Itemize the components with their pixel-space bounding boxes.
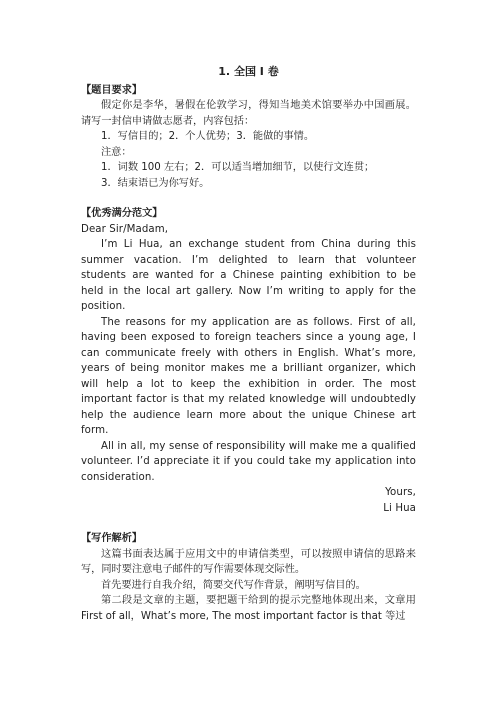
essay-signature: Li Hua <box>383 502 416 514</box>
analysis-section <box>81 531 416 624</box>
essay-section <box>81 206 416 516</box>
document-content <box>81 64 416 624</box>
requirement-note-2: 3．结束语已为你写好。 <box>101 177 210 189</box>
analysis-paragraph-3: 第二段是文章的主题，要把题干给到的提示完整地体现出来，文章用 First of all，What’s more, The most important factor is that 等过 <box>81 595 416 622</box>
page-title: 1. 全国 Ⅰ 卷 <box>218 65 279 78</box>
analysis-paragraph-2: 首先要进行自我介绍，简要交代写作背景，阐明写信目的。 <box>101 579 366 591</box>
requirement-note-label: 注意： <box>101 146 132 158</box>
essay-paragraph-2: The reasons for my application are as follows. First of all, having been exposed to foreign teachers since a young age, I can communicate freely with others in English. What’s more, years of being monitor makes me a brilliant organizer, which will help a lot to keep the exhibition in order. The most important factor is that my related knowledge will undoubtedly help the audience learn more about the unique Chinese art form. <box>81 316 416 436</box>
essay-heading: 【优秀满分范文】 <box>81 208 163 219</box>
essay-paragraph-1: I’m Li Hua, an exchange student from China during this summer vacation. I’m delighted to learn that volunteer students are wanted for a Chinese painting exhibition to be held in the local art gallery. Now I’m writing to apply for the position. <box>81 239 416 312</box>
essay-closing: Yours, <box>385 487 416 498</box>
section-spacer <box>81 191 416 206</box>
section-spacer <box>81 516 416 531</box>
requirement-content-points: 1．写信目的；2．个人优势；3．能做的事情。 <box>101 131 315 142</box>
analysis-heading: 【写作解析】 <box>81 533 143 544</box>
requirement-heading: 【题目要求】 <box>81 84 143 96</box>
requirement-section <box>81 83 416 192</box>
requirement-note-1: 1．词数 100 左右；2．可以适当增加细节，以使行文连贯； <box>101 162 375 173</box>
essay-salutation: Dear Sir/Madam, <box>81 223 169 235</box>
analysis-paragraph-1: 这篇书面表达属于应用文中的申请信类型，可以按照申请信的思路来写，同时要注意电子邮件的写作需要体现交际性。 <box>81 548 416 575</box>
essay-paragraph-3: All in all, my sense of responsibility will make me a qualified volunteer. I’d appreciate it if you could take my application into consideration. <box>81 440 416 483</box>
requirement-intro: 假定你是李华，暑假在伦敦学习，得知当地美术馆要举办中国画展。请写一封信申请做志愿者，内容包括： <box>81 100 416 127</box>
